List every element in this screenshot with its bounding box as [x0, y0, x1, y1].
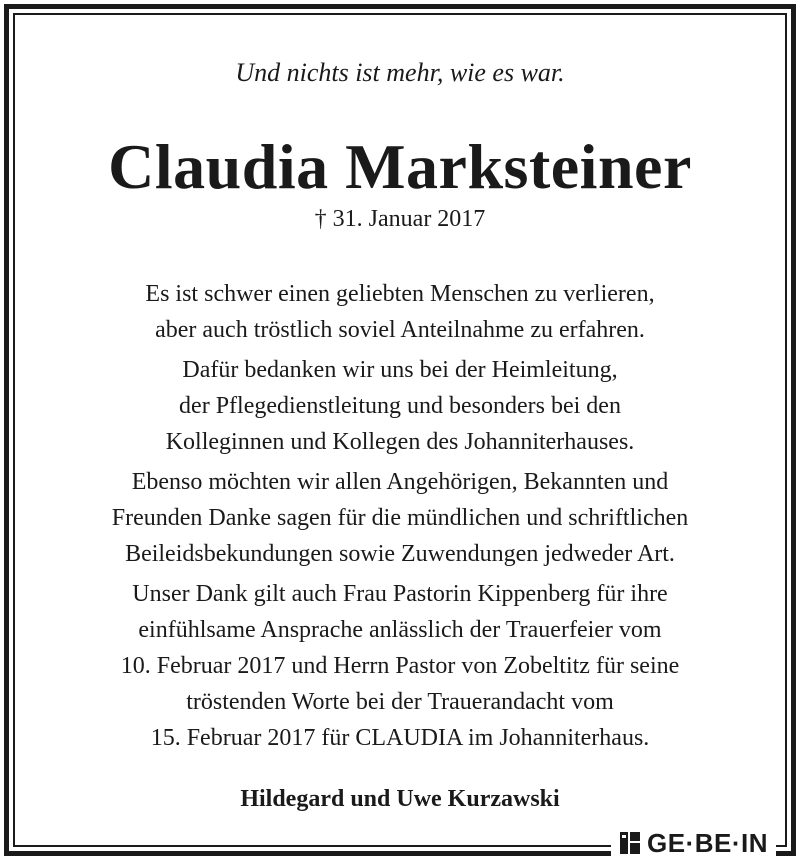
logo-text: GE·BE·IN — [647, 827, 768, 858]
text-line: einfühlsame Ansprache anlässlich der Trauerfeier vom — [138, 617, 662, 643]
cross-icon: † — [314, 206, 327, 232]
text-line: Freunden Danke sagen für die mündlichen und schriftlichen — [111, 505, 689, 531]
text-line: der Pflegedienstleitung und besonders bei den — [179, 393, 621, 419]
text-line: Ebenso möchten wir allen Angehörigen, Bekannten und — [131, 469, 669, 495]
paragraph — [20, 576, 780, 756]
text-line: 10. Februar 2017 und Herrn Pastor von Zobeltitz für seine — [120, 653, 680, 679]
text-line: Beileidsbekundungen sowie Zuwendungen jedweder Art. — [125, 541, 675, 567]
text-line: Es ist schwer einen geliebten Menschen zu verlieren, — [145, 281, 655, 307]
paragraph — [20, 464, 780, 572]
text-line: 15. Februar 2017 für CLAUDIA im Johanniterhaus. — [150, 725, 650, 751]
thanks-text — [20, 276, 780, 756]
text-line: tröstenden Worte bei der Trauerandacht vom — [186, 689, 614, 715]
deceased-name: Claudia Marksteiner — [108, 131, 692, 202]
obituary-notice — [20, 20, 780, 814]
gebein-logo-icon — [619, 831, 641, 855]
text-line: Dafür bedanken wir uns bei der Heimleitung, — [182, 357, 618, 383]
death-line — [20, 205, 780, 233]
paragraph — [20, 352, 780, 460]
motto: Und nichts ist mehr, wie es war. — [235, 58, 565, 87]
death-date: 31. Januar 2017 — [332, 206, 486, 232]
text-line: Unser Dank gilt auch Frau Pastorin Kippenberg für ihre — [132, 581, 668, 607]
publisher-logo — [611, 828, 776, 858]
signature: Hildegard und Uwe Kurzawski — [240, 786, 560, 812]
text-line: aber auch tröstlich soviel Anteilnahme zu erfahren. — [155, 317, 645, 343]
paragraph — [20, 276, 780, 348]
text-line: Kolleginnen und Kollegen des Johanniterhauses. — [165, 429, 635, 455]
